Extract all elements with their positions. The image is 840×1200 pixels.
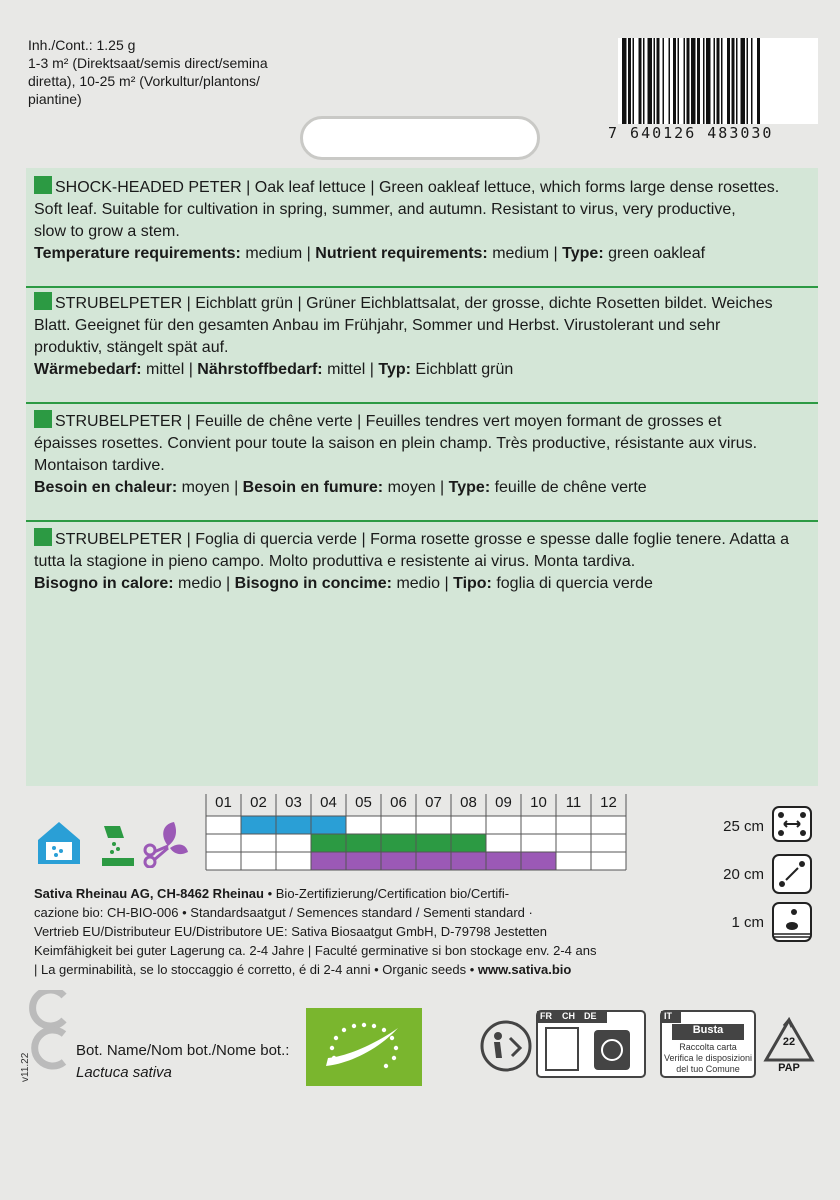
month-label: 02 [250, 794, 267, 811]
triman-info-box [536, 1010, 646, 1083]
divider [26, 402, 818, 404]
month-label: 04 [320, 794, 337, 811]
green-square-icon [34, 410, 52, 428]
country-ch: CH [562, 1011, 575, 1021]
footer-line: cazione bio: CH-BIO-006 • Standardsaatgut / Semences standard / Sementi standard · [34, 905, 533, 920]
version-code: v11.22 [20, 1052, 31, 1082]
barcode-bar [654, 38, 656, 124]
section-english [34, 176, 810, 265]
barcode-bar [751, 38, 753, 124]
row-spacing-value: 25 cm [723, 818, 764, 835]
month-label: 05 [355, 794, 372, 811]
section-german [34, 292, 810, 381]
description-panel [26, 168, 818, 786]
barcode-bar [736, 38, 738, 124]
month-label: 03 [285, 794, 302, 811]
section-text: épaisses rosettes. Convient pour toute la saison en plein champ. Très productive, résistante aux virus. [34, 435, 758, 452]
barcode [618, 38, 818, 124]
footer-line: Keimfähigkeit bei guter Lagerung ca. 2-4 Jahre | Faculté germinative si bon stockage env. 2-4 ans [34, 943, 597, 958]
month-label: 07 [425, 794, 442, 811]
month-label: 01 [215, 794, 232, 811]
company-name: Sativa Rheinau AG, CH-8462 Rheinau [34, 886, 264, 901]
country-de: DE [584, 1011, 597, 1021]
latin-name: Lactuca sativa [76, 1064, 172, 1081]
content-area-3: piantine) [28, 91, 82, 107]
section-text: tutta la stagione in pieno campo. Molto produttiva e resistente ai virus. Monta tardiva. [34, 553, 636, 570]
busta-instructions: Raccolta carta Verifica le disposizioni del tuo Comune [663, 1042, 753, 1074]
content-info [28, 36, 288, 108]
sowing-direct-bar [311, 834, 486, 852]
month-label: 06 [390, 794, 407, 811]
barcode-bar [697, 38, 700, 124]
ce-mark-icon [24, 990, 74, 1075]
section-text: Montaison tardive. [34, 457, 165, 474]
barcode-bar [741, 38, 746, 124]
barcode-bar [648, 38, 653, 124]
green-square-icon [34, 176, 52, 194]
botanical-name [76, 1040, 289, 1084]
requirements: Bisogno in calore: medio | Bisogno in concime: medio | Tipo: foglia di quercia verde [34, 575, 653, 592]
section-text: Blatt. Geeignet für den gesamten Anbau im Frühjahr, Sommer und Herbst. Virustolerant und sehr [34, 317, 721, 334]
barcode-bars [618, 38, 818, 124]
website-link[interactable]: www.sativa.bio [477, 962, 572, 977]
barcode-bar [663, 38, 665, 124]
row-spacing-icon [772, 806, 812, 847]
barcode-bar [633, 38, 635, 124]
busta-label: Busta [692, 1024, 724, 1036]
barcode-bar [657, 38, 660, 124]
month-label: 08 [460, 794, 477, 811]
barcode-bar [684, 38, 686, 124]
hanger-hole [300, 116, 540, 160]
section-italian [34, 528, 810, 595]
barcode-bar [727, 38, 730, 124]
barcode-bar [721, 38, 723, 124]
month-label: 09 [495, 794, 512, 811]
content-weight: Inh./Cont.: 1.25 g [28, 37, 136, 53]
divider [26, 286, 818, 288]
content-area-1: 1-3 m² (Direktsaat/semis direct/semina [28, 55, 268, 71]
section-title: STRUBELPETER | Foglia di quercia verde | Forma rosette grosse e spesse dalle foglie tenere. Adatta a [55, 531, 790, 548]
month-label: 10 [530, 794, 547, 811]
barcode-bar [732, 38, 735, 124]
requirements: Temperature requirements: medium | Nutrient requirements: medium | Type: green oakleaf [34, 245, 706, 262]
section-french [34, 410, 810, 499]
barcode-bar [747, 38, 749, 124]
month-label: 11 [565, 794, 582, 811]
house-sowing-icon [34, 818, 84, 873]
company-footer: Sativa Rheinau AG, CH-8462 Rheinau • Bio-Zertifizierung/Certification bio/Certifi- cazione bio: CH-BIO-006 • Standardsaatgut / Semences standard / Sementi standard · Vertrieb EU/Distributeur EU/Distributore UE: Sativa Biosaatgut GmbH, D-79798 Jestetten Keimfähigkeit bei guter Lagerung ca. 2-4 Jahre | Faculté germinative si bon stockage env. 2-4 ans | La germinabilità, se lo stoccaggio é corretto, é di 2-4 anni • Organic seeds • www.sativa.bio [34, 884, 664, 979]
requirements: Besoin en chaleur: moyen | Besoin en fumure: moyen | Type: feuille de chêne verte [34, 479, 647, 496]
barcode-bar [669, 38, 671, 124]
seed-pouring-icon [100, 824, 136, 873]
barcode-bar [717, 38, 720, 124]
harvest-scissors-icon [140, 816, 192, 873]
barcode-bar [673, 38, 676, 124]
green-square-icon [34, 292, 52, 310]
section-text: Soft leaf. Suitable for cultivation in spring, summer, and autumn. Resistant to virus, very productive, [34, 201, 736, 218]
country-fr: FR [540, 1011, 552, 1021]
pap-label: PAP [778, 1062, 800, 1074]
section-title: STRUBELPETER | Eichblatt grün | Grüner Eichblattsalat, der grosse, dichte Rosetten bildet. Weiches [55, 295, 773, 312]
content-area-2: diretta), 10-25 m² (Vorkultur/plantons/ [28, 73, 260, 89]
green-square-icon [34, 528, 52, 546]
barcode-bar [703, 38, 705, 124]
section-text: slow to grow a stem. [34, 223, 180, 240]
barcode-bar [622, 38, 627, 124]
requirements: Wärmebedarf: mittel | Nährstoffbedarf: mittel | Typ: Eichblatt grün [34, 361, 514, 378]
sowing-indoor-bar [241, 816, 346, 834]
barcode-bar [706, 38, 711, 124]
section-title: SHOCK-HEADED PETER | Oak leaf lettuce | Green oakleaf lettuce, which forms large dense rosettes. [55, 179, 780, 196]
triman-icon [478, 1018, 534, 1079]
plant-spacing-icon [772, 854, 812, 899]
plant-spacing-value: 20 cm [723, 866, 764, 883]
harvest-bar [311, 852, 556, 870]
divider [26, 520, 818, 522]
pap-number: 22 [782, 1036, 796, 1048]
barcode-bar [639, 38, 642, 124]
eu-organic-logo [306, 1008, 422, 1086]
barcode-digits: 7 640126 483030 [608, 124, 774, 142]
italy-label: IT [664, 1011, 672, 1021]
sowing-depth-icon [772, 902, 812, 947]
month-label: 12 [600, 794, 617, 811]
section-text: produktiv, stängelt spät auf. [34, 339, 229, 356]
barcode-bar [643, 38, 645, 124]
barcode-bar [678, 38, 680, 124]
barcode-bar [691, 38, 696, 124]
italian-recycling-box [660, 1010, 756, 1078]
sowing-depth-value: 1 cm [731, 914, 764, 931]
barcode-bar [757, 38, 760, 124]
pap-recycling-icon [762, 1016, 816, 1080]
barcode-bar [628, 38, 631, 124]
section-title: STRUBELPETER | Feuille de chêne verte | Feuilles tendres vert moyen formant de grosses et [55, 413, 722, 430]
barcode-bar [714, 38, 716, 124]
botanical-label: Bot. Name/Nom bot./Nome bot.: [76, 1042, 290, 1059]
barcode-bar [687, 38, 690, 124]
footer-line: Vertrieb EU/Distributeur EU/Distributore UE: Sativa Biosaatgut GmbH, D-79798 Jestetten [34, 924, 547, 939]
calendar-grid [206, 816, 628, 870]
